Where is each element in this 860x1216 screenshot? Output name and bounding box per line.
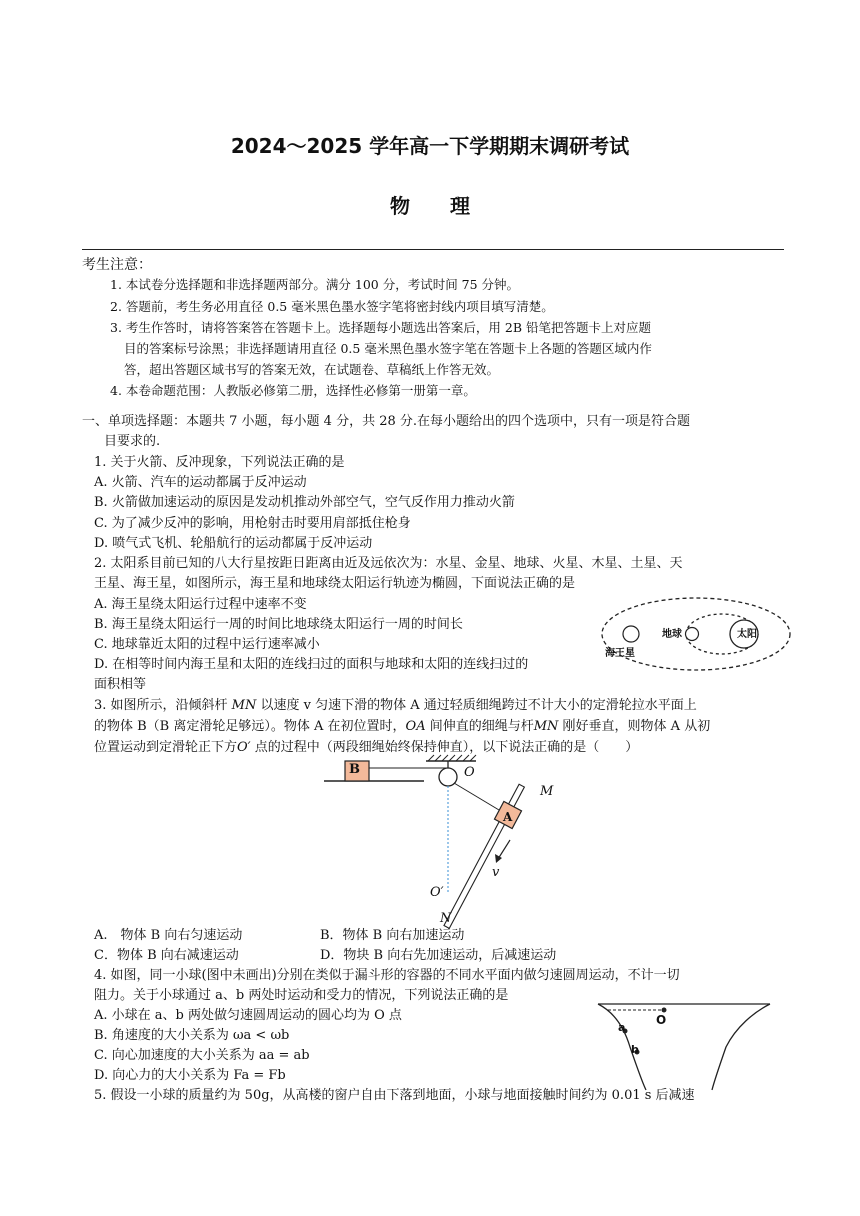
q4-option-d: D. 向心力的大小关系为 Fa = Fb [94, 1068, 286, 1083]
pulley-figure [320, 755, 580, 930]
label-m: M [540, 784, 554, 799]
q2-option-a: A. 海王星绕太阳运行过程中速率不变 [94, 597, 307, 612]
notice-item-3-cont1: 目的答案标号涂黑；非选择题请用直径 0.5 毫米黑色墨水签字笔在答题卡上各题的答题区域内作 [124, 341, 652, 356]
q2-option-b: B. 海王星绕太阳运行一周的时间比地球绕太阳运行一周的时间长 [94, 617, 463, 632]
q2-option-d-cont: 面积相等 [94, 677, 147, 692]
sun-label: 太阳 [737, 629, 757, 640]
q2-option-c: C. 地球靠近太阳的过程中运行速率减小 [94, 637, 320, 652]
q3-option-a: A. 物体 B 向右匀速运动 [94, 928, 243, 943]
notice-heading: 考生注意： [82, 257, 152, 273]
q1-option-b: B. 火箭做加速运动的原因是发动机推动外部空气，空气反作用力推动火箭 [94, 495, 515, 510]
q5-stem: 5. 假设一小球的质量约为 50g，从高楼的窗户自由下落到地面，小球与地面接触时间约为 0.01 s 后减速 [94, 1088, 695, 1103]
q1-option-c: C. 为了减少反冲的影响，用枪射击时要用肩部抵住枪身 [94, 516, 411, 531]
q4-option-a: A. 小球在 a、b 两处做匀速圆周运动的圆心均为 O 点 [94, 1008, 402, 1023]
q3-option-c: C．物体 B 向右减速运动 [94, 948, 239, 963]
section-heading-cont: 目要求的. [104, 434, 161, 449]
section-heading: 一、单项选择题：本题共 7 小题，每小题 4 分，共 28 分.在每小题给出的四个选项中，只有一项是符合题 [82, 414, 691, 429]
label-o: O [464, 765, 475, 780]
earth-label: 地球 [662, 629, 682, 640]
header-divider [82, 249, 784, 250]
velocity-arrow [498, 840, 510, 859]
notice-item-2: 2. 答题前，考生务必用直径 0.5 毫米黑色墨水签字笔将密封线内项目填写清楚。 [110, 299, 554, 314]
funnel-label-o: O [656, 1013, 667, 1027]
label-n: N [440, 911, 452, 926]
ceiling-hatch [428, 755, 476, 761]
neptune-label: 海王星 [605, 648, 635, 659]
q1-option-a: A. 火箭、汽车的运动都属于反冲运动 [94, 475, 307, 490]
rope-a [454, 783, 504, 813]
funnel-right-wall [712, 1004, 770, 1090]
notice-item-4: 4. 本卷命题范围：人教版必修第二册，选择性必修第一册第一章。 [110, 383, 476, 398]
label-a: A [503, 810, 513, 824]
q3-option-d: D．物块 B 向右先加速运动，后减速运动 [320, 948, 557, 963]
neptune-circle [623, 626, 639, 642]
notice-item-3: 3. 考生作答时，请将答案答在答题卡上。选择题每小题选出答案后，用 2B 铅笔把答题卡上对应题 [110, 320, 651, 335]
q2-stem-line1: 2. 太阳系目前已知的八大行星按距日距离由近及远依次为：水星、金星、地球、火星、木星、土星、天 [94, 556, 683, 571]
q4-option-b: B. 角速度的大小关系为 ωa < ωb [94, 1028, 290, 1043]
q3-stem-line2: 的物体 B（B 离定滑轮足够远）。物体 A 在初位置时，OA 间伸直的细绳与杆MN 刚好垂直，则物体 A 从初 [94, 719, 711, 734]
q3-stem-line1: 3. 如图所示，沿倾斜杆 MN 以速度 v 匀速下滑的物体 A 通过轻质细绳跨过不计大小的定滑轮拉水平面上 [94, 698, 697, 713]
q3-stem-line3: 位置运动到定滑轮正下方O′ 点的过程中（两段细绳始终保持伸直），以下说法正确的是（ ） [94, 740, 639, 755]
notice-item-3-cont2: 答，超出答题区域书写的答案无效，在试题卷、草稿纸上作答无效。 [124, 362, 500, 377]
exam-subject: 物理 [390, 194, 510, 218]
funnel-label-b: b [631, 1043, 639, 1056]
label-b: B [349, 762, 360, 777]
notice-item-1: 1. 本试卷分选择题和非选择题两部分。满分 100 分，考试时间 75 分钟。 [110, 277, 520, 292]
funnel-figure [594, 992, 774, 1092]
q2-option-d: D. 在相等时间内海王星和太阳的连线扫过的面积与地球和太阳的连线扫过的 [94, 657, 529, 672]
funnel-label-a: a [618, 1021, 626, 1034]
exam-title: 2024～2025 学年高一下学期期末调研考试 [230, 134, 630, 158]
q4-stem-line1: 4. 如图，同一小球(图中未画出)分别在类似于漏斗形的容器的不同水平面内做匀速圆周运动，不计一切 [94, 968, 680, 983]
label-o-prime: O′ [430, 885, 444, 900]
q3-option-b: B．物体 B 向右加速运动 [320, 928, 465, 943]
q1-stem: 1. 关于火箭、反冲现象，下列说法正确的是 [94, 455, 345, 470]
label-v: v [492, 865, 500, 880]
q1-option-d: D. 喷气式飞机、轮船航行的运动都属于反冲运动 [94, 536, 373, 551]
q4-stem-line2: 阻力。关于小球通过 a、b 两处时运动和受力的情况，下列说法正确的是 [94, 988, 509, 1003]
q4-option-c: C. 向心加速度的大小关系为 aa = ab [94, 1048, 310, 1063]
earth-circle [686, 628, 699, 641]
q2-stem-line2: 王星、海王星，如图所示，海王星和地球绕太阳运行轨迹为椭圆，下面说法正确的是 [94, 576, 576, 591]
